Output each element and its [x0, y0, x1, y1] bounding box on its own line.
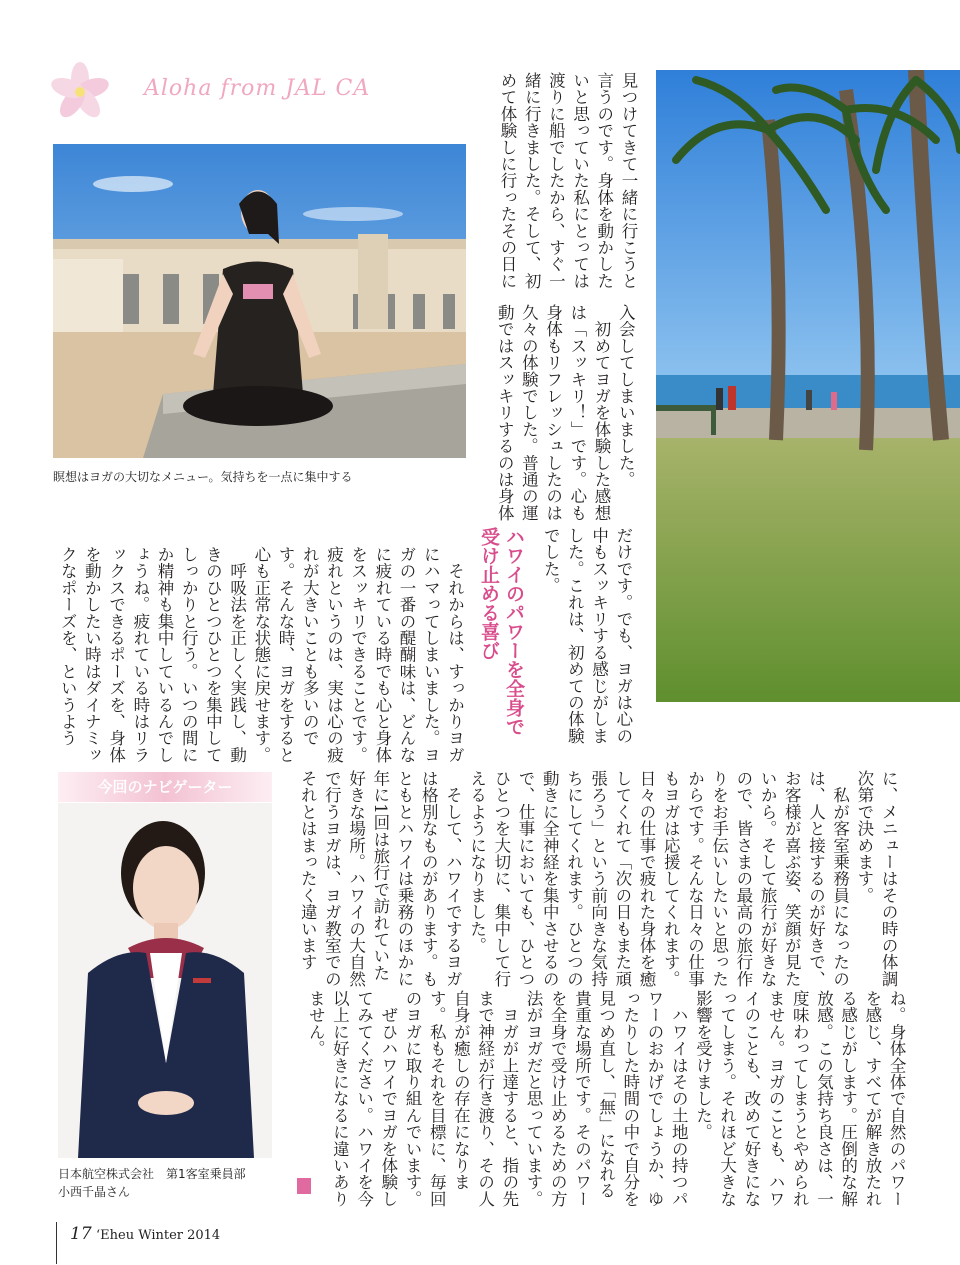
- plumeria-flower-icon: [50, 60, 114, 124]
- brand-title: Aloha from JAL CA: [144, 76, 371, 101]
- article-column-3: だけです。でも、ヨガは心の 中もスッキリする感じがしま した。これは、初めての体験 でした。: [541, 527, 633, 745]
- brand-header: [50, 60, 371, 130]
- navigator-company: 日本航空株式会社 第1客室乗員部: [58, 1167, 246, 1181]
- footer-rule: [56, 1222, 57, 1264]
- navigator-portrait-photo: [58, 803, 272, 1158]
- section-heading: ハワイのパワーを全身で 受け止める喜び: [478, 527, 525, 736]
- palm-beach-photo: [656, 70, 960, 702]
- article-column-5: に、メニューはその時の体調 次第で決めます。 私が客室乗務員になったの は、人と接するのが好きで、 お客様が喜ぶ姿、笑顔が見た いから。そして旅行が好きな ので、皆さまの最高の旅行作 りをお手伝いしたいと思った からです。そんな日々の仕事 もヨガは応援してくれます。 日々の仕事で疲れた身体を癒 してくれて「次の日もまた頑 張ろう」という前向きな気持 ちにしてくれます。ひとつの 動きに全神経を集中させるの で、仕事においても、ひとつ ひとつを大切に、集中して行 えるようになりました。 そして、ハワイでするヨガ は格別なものがあります。も ともとハワイは乗務のほかに 年に1回は旅行で訪れていた 好きな場所。ハワイの大自然 で行うヨガは、ヨガ教室での それとはまったく違います: [298, 770, 899, 988]
- yoga-meditation-photo: [53, 144, 466, 458]
- article-column-6: ね。身体全体で自然のパワー を感じ、すべてが解き放たれ る感じがします。圧倒的な解 放感。この気持ち良さは、一 度味わってしまうとやめられ ません。ヨガのことも、ハワ イのことも、改めて好きにな ってしまう。それほど大きな 影響を受けました。 ハワイはその土地の持つパ ワーのおかげでしょうか、ゆ ったりした時間の中で自分を 見つめ直し、「無」になれる 貴重な場所です。そのパワー を全身で受け止めるための方 法がヨガだと思っています。 ヨガが上達すると、指の先 まで神経が行き渡り、その人 自身が癒しの存在になりま す。私もそれを目標に、毎回 のヨガに取り組んでいます。 ぜひハワイでヨガを体験し てみてください。ハワイを今 以上に好きになるに違いあり ません。: [306, 990, 907, 1208]
- article-column-2: 入会してしまいました。 初めてヨガを体験した感想 は「スッキリ！」です。心も 身体もリフレッシュしたのは 久々の体験でした。普通の運 動ではスッキリするのは身体: [495, 304, 636, 522]
- article-column-1: 見つけてきて一緒に行こうと 言うのです。身体を動かした いと思っていた私にとっては 渡りに船でしたから、すぐ一 緒に行きました。そして、初 めて体験しに行ったその日に: [497, 72, 638, 290]
- navigator-label-bar: 今回のナビゲーター: [58, 772, 272, 802]
- end-mark-icon: [297, 1178, 311, 1194]
- article-column-4: それからは、すっかりヨガ にハマってしまいました。ヨ ガの一番の醍醐味は、どんな に疲れている時でも心と身体 をスッキリできることです。 疲れというのは、実は心の疲 れが大きいことも多いので す。そんな時、ヨガをすると 心も正常な状態に戻せます。 呼吸法を正しく実践し、動 きのひとつひとつを集中して しっかりと行う。いつの間に か精神も集中しているんでし ょうね。疲れている時はリラ ックスできるポーズを、身体 を動かしたい時はダイナミッ クなポーズを、というよう: [58, 546, 465, 764]
- page-number: 17: [70, 1224, 92, 1244]
- navigator-name: 小西千晶さん: [58, 1185, 131, 1199]
- yoga-photo-caption: 瞑想はヨガの大切なメニュー。気持ちを一点に集中する: [53, 470, 353, 484]
- magazine-issue: ‘Eheu Winter 2014: [96, 1228, 221, 1243]
